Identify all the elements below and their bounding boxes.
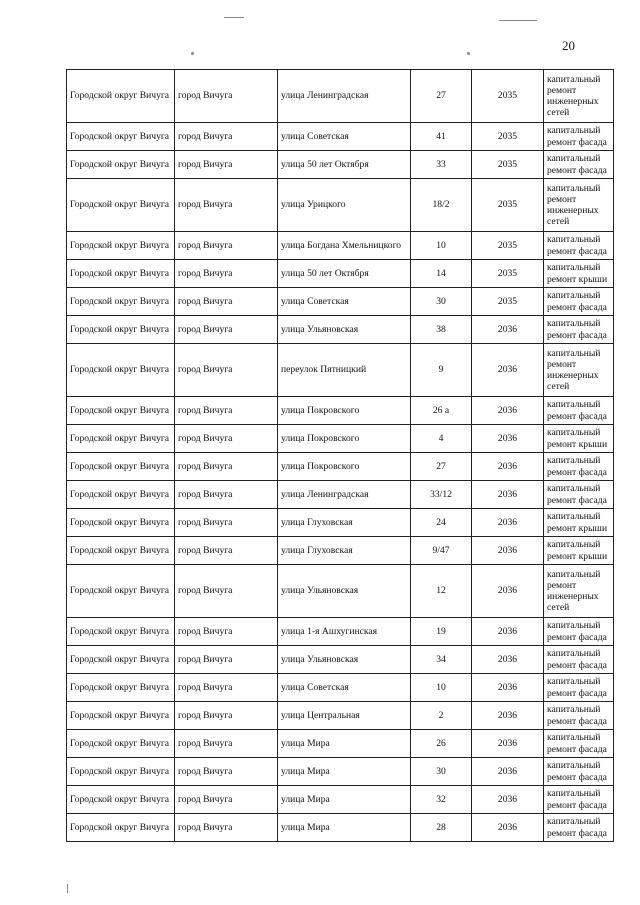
town-cell: город Вичуга: [175, 730, 278, 758]
work-type-cell: капитальный ремонт фасада: [544, 397, 614, 425]
street-cell: улица Мира: [278, 786, 411, 814]
work-type-cell: капитальный ремонт фасада: [544, 288, 614, 316]
work-type-cell: капитальный ремонт крыши: [544, 509, 614, 537]
year-cell: 2036: [472, 814, 544, 842]
work-type-cell: капитальный ремонт фасада: [544, 151, 614, 179]
district-cell: Городской округ Вичуга: [67, 453, 175, 481]
street-cell: улица Мира: [278, 758, 411, 786]
table-row: [67, 565, 614, 618]
work-type-cell: капитальный ремонт фасада: [544, 453, 614, 481]
table-body: [67, 70, 614, 842]
street-cell: улица Ульяновская: [278, 565, 411, 618]
district-cell: Городской округ Вичуга: [67, 509, 175, 537]
work-type-cell: капитальный ремонт фасада: [544, 674, 614, 702]
house-number-cell: 27: [411, 453, 472, 481]
house-number-cell: 27: [411, 70, 472, 123]
district-cell: Городской округ Вичуга: [67, 70, 175, 123]
town-cell: город Вичуга: [175, 288, 278, 316]
table-row: [67, 674, 614, 702]
town-cell: город Вичуга: [175, 786, 278, 814]
town-cell: город Вичуга: [175, 344, 278, 397]
town-cell: город Вичуга: [175, 453, 278, 481]
town-cell: город Вичуга: [175, 618, 278, 646]
year-cell: 2035: [472, 70, 544, 123]
work-type-cell: капитальный ремонт фасада: [544, 730, 614, 758]
table-row: [67, 537, 614, 565]
district-cell: Городской округ Вичуга: [67, 344, 175, 397]
work-type-cell: капитальный ремонт фасада: [544, 232, 614, 260]
year-cell: 2035: [472, 288, 544, 316]
town-cell: город Вичуга: [175, 151, 278, 179]
year-cell: 2036: [472, 316, 544, 344]
house-number-cell: 33/12: [411, 481, 472, 509]
table-row: [67, 730, 614, 758]
district-cell: Городской округ Вичуга: [67, 123, 175, 151]
year-cell: 2035: [472, 232, 544, 260]
district-cell: Городской округ Вичуга: [67, 565, 175, 618]
house-number-cell: 26: [411, 730, 472, 758]
table-row: [67, 232, 614, 260]
street-cell: улица Советская: [278, 674, 411, 702]
year-cell: 2036: [472, 509, 544, 537]
page-number: 20: [562, 38, 575, 53]
work-type-cell: капитальный ремонт крыши: [544, 537, 614, 565]
house-number-cell: 32: [411, 786, 472, 814]
street-cell: улица Мира: [278, 814, 411, 842]
town-cell: город Вичуга: [175, 509, 278, 537]
town-cell: город Вичуга: [175, 316, 278, 344]
table-row: [67, 618, 614, 646]
table-row: [67, 425, 614, 453]
year-cell: 2035: [472, 179, 544, 232]
house-number-cell: 9: [411, 344, 472, 397]
house-number-cell: 38: [411, 316, 472, 344]
table-row: [67, 646, 614, 674]
year-cell: 2036: [472, 425, 544, 453]
repair-schedule-table: [66, 69, 614, 842]
year-cell: 2035: [472, 260, 544, 288]
year-cell: 2036: [472, 618, 544, 646]
town-cell: город Вичуга: [175, 674, 278, 702]
year-cell: 2036: [472, 702, 544, 730]
district-cell: Городской округ Вичуга: [67, 397, 175, 425]
table-row: [67, 344, 614, 397]
district-cell: Городской округ Вичуга: [67, 674, 175, 702]
house-number-cell: 34: [411, 646, 472, 674]
work-type-cell: капитальный ремонт фасада: [544, 758, 614, 786]
street-cell: улица Советская: [278, 123, 411, 151]
town-cell: город Вичуга: [175, 481, 278, 509]
town-cell: город Вичуга: [175, 565, 278, 618]
table-row: [67, 453, 614, 481]
house-number-cell: 12: [411, 565, 472, 618]
work-type-cell: капитальный ремонт фасада: [544, 123, 614, 151]
work-type-cell: капитальный ремонт фасада: [544, 702, 614, 730]
street-cell: улица 1-я Ашхугинская: [278, 618, 411, 646]
district-cell: Городской округ Вичуга: [67, 260, 175, 288]
street-cell: улица Ленинградская: [278, 70, 411, 123]
work-type-cell: капитальный ремонт фасада: [544, 814, 614, 842]
table-row: [67, 814, 614, 842]
house-number-cell: 10: [411, 232, 472, 260]
district-cell: Городской округ Вичуга: [67, 758, 175, 786]
street-cell: улица 50 лет Октября: [278, 260, 411, 288]
district-cell: Городской округ Вичуга: [67, 179, 175, 232]
district-cell: Городской округ Вичуга: [67, 316, 175, 344]
house-number-cell: 9/47: [411, 537, 472, 565]
year-cell: 2036: [472, 397, 544, 425]
work-type-cell: капитальный ремонт инженерных сетей: [544, 70, 614, 123]
house-number-cell: 18/2: [411, 179, 472, 232]
town-cell: город Вичуга: [175, 646, 278, 674]
table-row: [67, 179, 614, 232]
year-cell: 2036: [472, 674, 544, 702]
work-type-cell: капитальный ремонт крыши: [544, 425, 614, 453]
district-cell: Городской округ Вичуга: [67, 646, 175, 674]
scan-mark: [191, 52, 194, 55]
house-number-cell: 28: [411, 814, 472, 842]
table-row: [67, 397, 614, 425]
scan-mark: [499, 20, 537, 21]
table-row: [67, 123, 614, 151]
work-type-cell: капитальный ремонт фасада: [544, 481, 614, 509]
work-type-cell: капитальный ремонт фасада: [544, 646, 614, 674]
year-cell: 2036: [472, 453, 544, 481]
town-cell: город Вичуга: [175, 702, 278, 730]
house-number-cell: 2: [411, 702, 472, 730]
street-cell: улица Урицкого: [278, 179, 411, 232]
town-cell: город Вичуга: [175, 537, 278, 565]
district-cell: Городской округ Вичуга: [67, 151, 175, 179]
table-row: [67, 316, 614, 344]
year-cell: 2035: [472, 151, 544, 179]
street-cell: улица Покровского: [278, 425, 411, 453]
house-number-cell: 19: [411, 618, 472, 646]
work-type-cell: капитальный ремонт крыши: [544, 260, 614, 288]
table-row: [67, 70, 614, 123]
table-row: [67, 151, 614, 179]
work-type-cell: капитальный ремонт фасада: [544, 316, 614, 344]
street-cell: улица Ульяновская: [278, 316, 411, 344]
scan-mark: [467, 52, 470, 55]
year-cell: 2035: [472, 123, 544, 151]
district-cell: Городской округ Вичуга: [67, 481, 175, 509]
work-type-cell: капитальный ремонт инженерных сетей: [544, 179, 614, 232]
house-number-cell: 4: [411, 425, 472, 453]
street-cell: улица Центральная: [278, 702, 411, 730]
town-cell: город Вичуга: [175, 397, 278, 425]
street-cell: улица Ульяновская: [278, 646, 411, 674]
year-cell: 2036: [472, 730, 544, 758]
town-cell: город Вичуга: [175, 814, 278, 842]
table-row: [67, 481, 614, 509]
district-cell: Городской округ Вичуга: [67, 618, 175, 646]
house-number-cell: 41: [411, 123, 472, 151]
year-cell: 2036: [472, 758, 544, 786]
house-number-cell: 33: [411, 151, 472, 179]
table-row: [67, 509, 614, 537]
house-number-cell: 30: [411, 758, 472, 786]
district-cell: Городской округ Вичуга: [67, 232, 175, 260]
year-cell: 2036: [472, 344, 544, 397]
year-cell: 2036: [472, 481, 544, 509]
street-cell: улица Мира: [278, 730, 411, 758]
house-number-cell: 26 а: [411, 397, 472, 425]
street-cell: улица Покровского: [278, 453, 411, 481]
year-cell: 2036: [472, 537, 544, 565]
house-number-cell: 30: [411, 288, 472, 316]
scan-mark: [224, 17, 244, 18]
town-cell: город Вичуга: [175, 232, 278, 260]
year-cell: 2036: [472, 565, 544, 618]
street-cell: переулок Пятницкий: [278, 344, 411, 397]
district-cell: Городской округ Вичуга: [67, 425, 175, 453]
street-cell: улица 50 лет Октября: [278, 151, 411, 179]
street-cell: улица Советская: [278, 288, 411, 316]
street-cell: улица Глуховская: [278, 509, 411, 537]
house-number-cell: 14: [411, 260, 472, 288]
table-row: [67, 260, 614, 288]
work-type-cell: капитальный ремонт фасада: [544, 786, 614, 814]
town-cell: город Вичуга: [175, 758, 278, 786]
district-cell: Городской округ Вичуга: [67, 786, 175, 814]
table-row: [67, 758, 614, 786]
street-cell: улица Богдана Хмельницкого: [278, 232, 411, 260]
table-row: [67, 702, 614, 730]
town-cell: город Вичуга: [175, 179, 278, 232]
town-cell: город Вичуга: [175, 70, 278, 123]
district-cell: Городской округ Вичуга: [67, 702, 175, 730]
town-cell: город Вичуга: [175, 425, 278, 453]
street-cell: улица Покровского: [278, 397, 411, 425]
year-cell: 2036: [472, 786, 544, 814]
work-type-cell: капитальный ремонт фасада: [544, 618, 614, 646]
district-cell: Городской округ Вичуга: [67, 814, 175, 842]
district-cell: Городской округ Вичуга: [67, 288, 175, 316]
work-type-cell: капитальный ремонт инженерных сетей: [544, 344, 614, 397]
district-cell: Городской округ Вичуга: [67, 730, 175, 758]
street-cell: улица Ленинградская: [278, 481, 411, 509]
work-type-cell: капитальный ремонт инженерных сетей: [544, 565, 614, 618]
district-cell: Городской округ Вичуга: [67, 537, 175, 565]
table-row: [67, 288, 614, 316]
scan-mark: [67, 884, 68, 893]
house-number-cell: 24: [411, 509, 472, 537]
house-number-cell: 10: [411, 674, 472, 702]
street-cell: улица Глуховская: [278, 537, 411, 565]
year-cell: 2036: [472, 646, 544, 674]
town-cell: город Вичуга: [175, 123, 278, 151]
table-row: [67, 786, 614, 814]
town-cell: город Вичуга: [175, 260, 278, 288]
